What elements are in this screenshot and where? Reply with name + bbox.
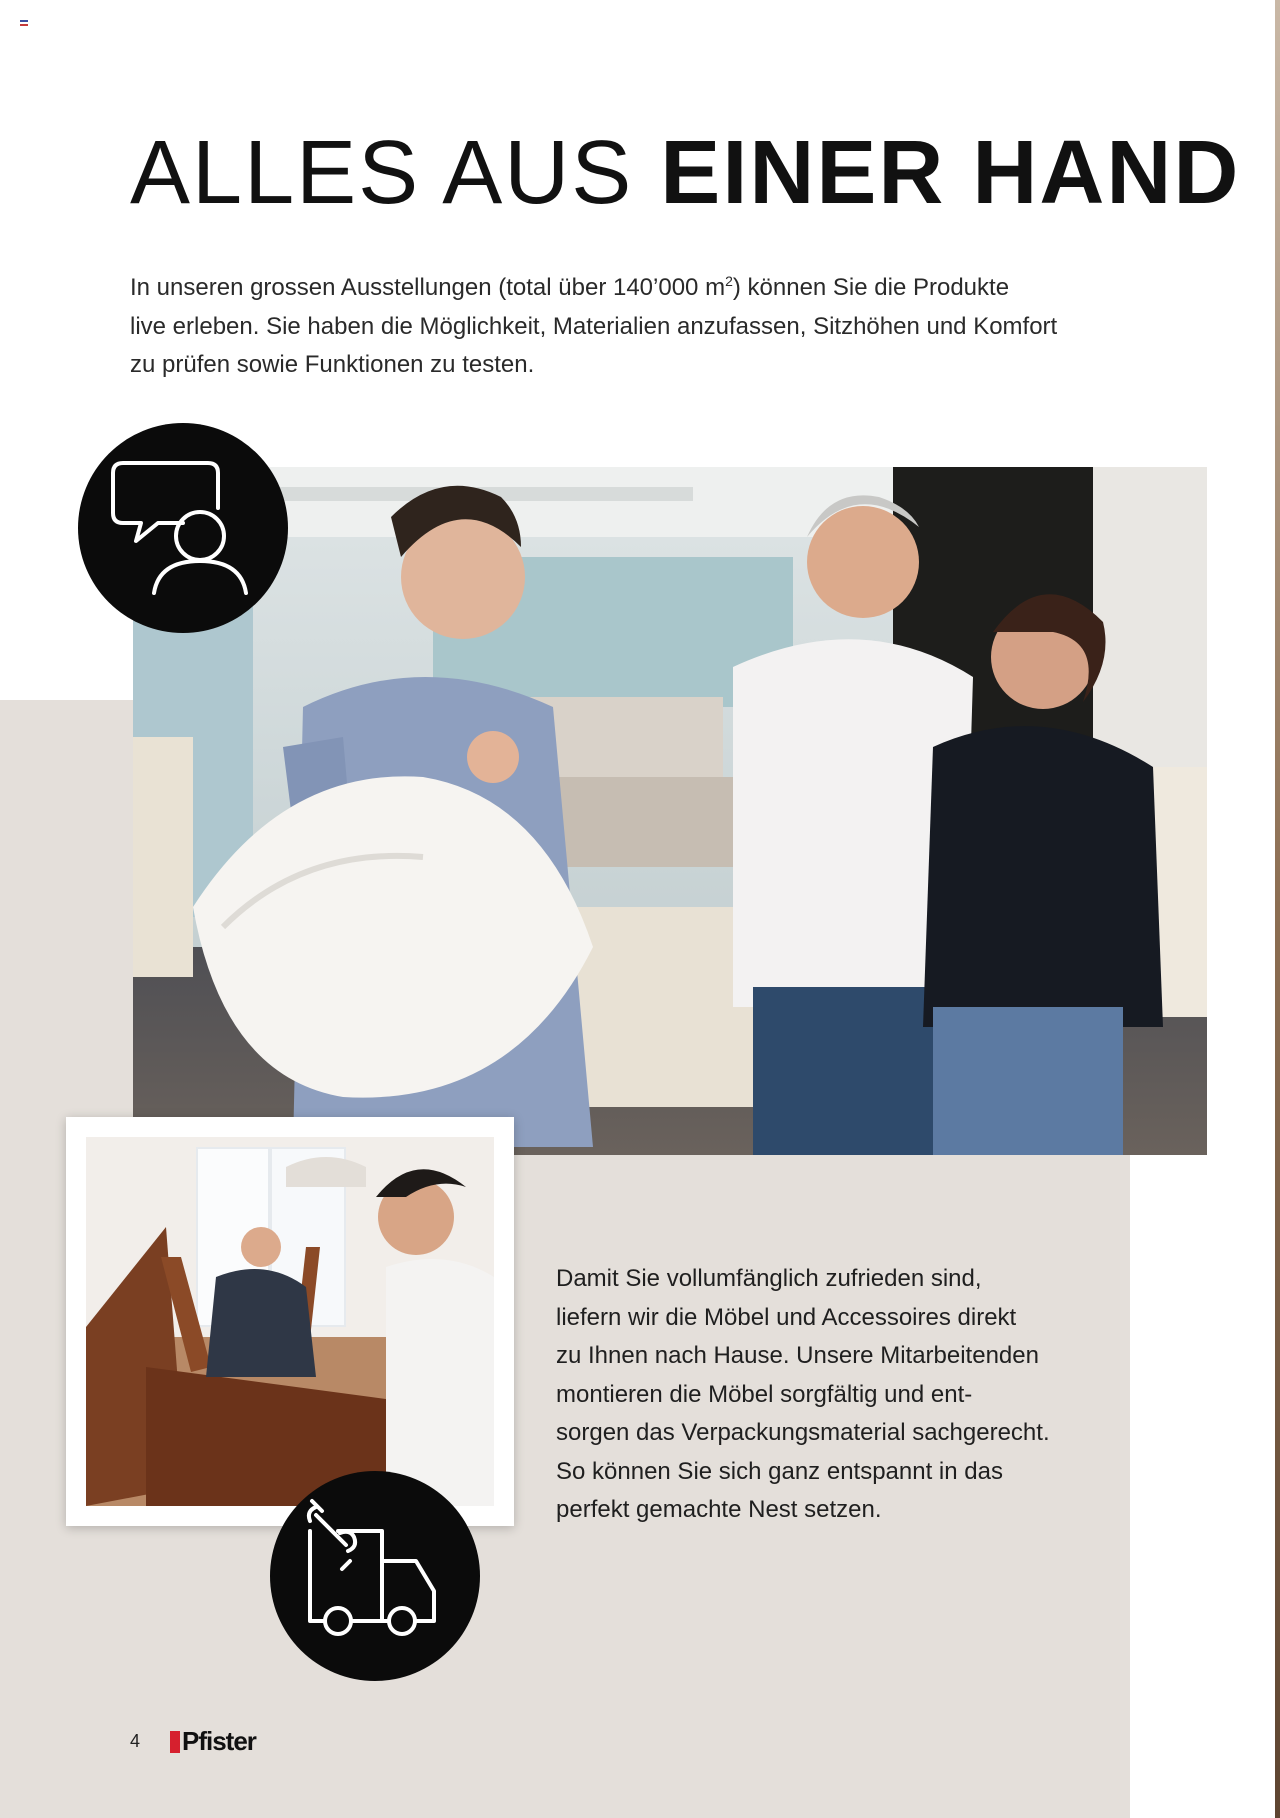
delivery-line: Damit Sie vollumfänglich zufrieden sind,	[556, 1265, 982, 1292]
chat-person-icon	[78, 423, 288, 633]
wrench-truck-icon	[270, 1471, 480, 1681]
page-edge-strip	[1275, 0, 1280, 1818]
delivery-line: perfekt gemachte Nest setzen.	[556, 1496, 882, 1523]
title-light: ALLES AUS	[130, 123, 661, 223]
intro-line-1-rest: ) können Sie die Produkte	[732, 274, 1010, 301]
flag-icon[interactable]	[20, 20, 28, 26]
intro-line-2: live erleben. Sie haben die Möglichkeit, Materialien anzufassen, Sitzhöhen und Komfort	[130, 312, 1058, 340]
page-number: 4	[130, 1731, 141, 1751]
page-title	[130, 118, 1240, 228]
showroom-photo	[133, 467, 1207, 1155]
intro-superscript: 2	[725, 273, 733, 289]
delivery-line: montieren die Möbel sorgfältig und ent-	[556, 1380, 973, 1408]
brand-logo-text: Pfister	[182, 1726, 256, 1756]
intro-paragraph	[130, 262, 1150, 385]
intro-line-3: zu prüfen sowie Funktionen zu testen.	[130, 351, 535, 378]
delivery-line: liefern wir die Möbel und Accessoires direkt	[556, 1303, 1017, 1331]
brand-logo-mark	[170, 1731, 180, 1753]
intro-line-1: In unseren grossen Ausstellungen (total über 140’000 m	[130, 274, 726, 301]
delivery-line: sorgen das Verpackungsmaterial sachgerecht.	[556, 1419, 1050, 1446]
assembly-photo-frame	[66, 1117, 514, 1526]
assembly-photo	[86, 1137, 494, 1506]
title-bold: EINER HAND	[660, 123, 1241, 223]
delivery-paragraph	[556, 1260, 1116, 1530]
delivery-line: So können Sie sich ganz entspannt in das	[556, 1457, 1003, 1485]
delivery-line: zu Ihnen nach Hause. Unsere Mitarbeitenden	[556, 1342, 1039, 1369]
